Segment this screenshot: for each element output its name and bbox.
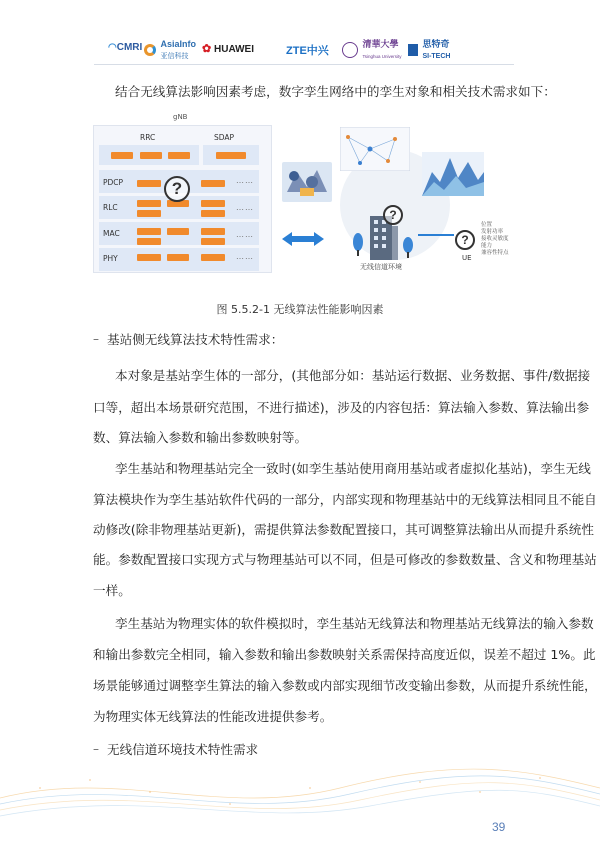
phy-block — [167, 254, 189, 261]
tree-icon — [402, 236, 414, 258]
ue-attribute: 能力 — [481, 243, 493, 249]
tree-icon — [352, 232, 364, 256]
section-dash: – — [93, 332, 99, 346]
huawei-flower-icon: ✿ — [202, 43, 212, 55]
rrc-block — [140, 152, 162, 159]
header-divider — [94, 64, 514, 65]
figure-caption: 图 5.5.2-1 无线算法性能影响因素 — [216, 303, 384, 316]
city-map-thumbnail — [282, 162, 332, 202]
question-icon: ? — [164, 176, 190, 202]
mac-label: MAC — [103, 229, 120, 238]
rrc-block — [168, 152, 190, 159]
mac-block — [201, 238, 225, 245]
paragraph-line: 口等，超出本场景研究范围，不进行描述)，涉及的内容包括：算法输入参数、算法输出参 — [93, 400, 590, 415]
rlc-block — [137, 210, 161, 217]
paragraph-line: 孪生基站和物理基站完全一致时(如孪生基站使用商用基站或者虚拟化基站)，孪生无线 — [115, 461, 591, 476]
question-icon: ? — [383, 205, 403, 225]
paragraph-line: 数、算法输入参数和输出参数映射等。 — [93, 430, 308, 445]
phy-dots: …… — [236, 252, 254, 261]
zte-logo: ZTE中兴 — [286, 45, 329, 57]
pdcp-label: PDCP — [103, 178, 124, 187]
ue-label: UE — [462, 254, 472, 262]
footer-wave-decoration — [0, 758, 600, 828]
terrain-thumbnail — [422, 152, 484, 196]
section-title: 无线信道环境技术特性需求 — [107, 742, 259, 757]
pdcp-block — [137, 180, 161, 187]
sdap-label: SDAP — [214, 133, 235, 142]
sdap-block — [216, 152, 246, 159]
phy-block — [137, 254, 161, 261]
rlc-dots: …… — [236, 203, 254, 212]
ue-attribute: 接收灵敏度 — [481, 236, 509, 242]
gnb-label: gNB — [173, 113, 188, 121]
paragraph-line: 算法模块作为孪生基站软件代码的一部分，内部实现和物理基站中的无线算法相同且不能自 — [93, 492, 597, 507]
intro-text: 结合无线算法影响因素考虑，数字孪生网络中的孪生对象和相关技术需求如下： — [115, 84, 556, 99]
rlc-block — [137, 200, 161, 207]
mac-block — [137, 238, 161, 245]
page-number: 39 — [492, 820, 506, 834]
rlc-block — [201, 210, 225, 217]
network-graph-thumbnail — [340, 127, 410, 171]
paragraph-line: 能。参数配置接口实现方式与物理基站可以不同，但是可修改的参数数量、含义和物理基站 — [93, 552, 597, 567]
section-dash: – — [93, 742, 99, 756]
si-tech-logo: 思特奇 SI-TECH — [408, 38, 450, 61]
ue-attribute: 兼容性特点 — [481, 250, 509, 256]
mac-block — [167, 228, 189, 235]
paragraph-line: 场景能够通过调整孪生算法的输入参数或内部实现细节改变输出参数，从而提升系统性能， — [93, 678, 597, 693]
mac-block — [137, 228, 161, 235]
ue-attribute: 位置 — [481, 222, 493, 228]
cmri-logo: ◠CMRI — [108, 42, 143, 53]
ue-double-arrow-icon — [418, 234, 454, 236]
paragraph-line: 本对象是基站孪生体的一部分，(其他部分如：基站运行数据、业务数据、事件/数据接 — [115, 368, 591, 383]
tsinghua-logo: 清華大學 Tsinghua University — [342, 38, 401, 61]
mac-block — [201, 228, 225, 235]
section-title: 基站侧无线算法技术特性需求： — [107, 332, 284, 347]
rlc-block — [201, 200, 225, 207]
paragraph-line: 动修改(除非物理基站更新)，需提供算法参数配置接口，其可调整算法输出从而提升系统性 — [93, 522, 594, 537]
ue-attribute: 发射功率 — [481, 229, 504, 235]
environment-label: 无线信道环境 — [360, 263, 402, 271]
huawei-logo: ✿ HUAWEI — [202, 43, 254, 55]
rlc-label: RLC — [103, 203, 118, 212]
double-arrow-icon — [282, 232, 324, 246]
rrc-block — [111, 152, 133, 159]
paragraph-line: 为物理实体无线算法的性能改进提供参考。 — [93, 709, 333, 724]
phy-block — [201, 254, 225, 261]
pdcp-block — [201, 180, 225, 187]
paragraph-line: 孪生基站为物理实体的软件模拟时，孪生基站无线算法和物理基站无线算法的输入参数 — [115, 616, 594, 631]
mac-dots: …… — [236, 230, 254, 239]
ue-attributes — [481, 222, 509, 257]
rrc-label: RRC — [140, 133, 156, 142]
paragraph-line: 和输出参数完全相同，输入参数和输出参数映射关系需保持高度近似，误差不超过 1%。此 — [93, 647, 596, 662]
paragraph-line: 一样。 — [93, 583, 131, 598]
asiainfo-logo: AsiaInfo 亚信科技 — [144, 38, 196, 61]
pdcp-dots: …… — [236, 176, 254, 185]
phy-label: PHY — [103, 254, 118, 263]
ue-question-icon: ? — [455, 230, 475, 250]
